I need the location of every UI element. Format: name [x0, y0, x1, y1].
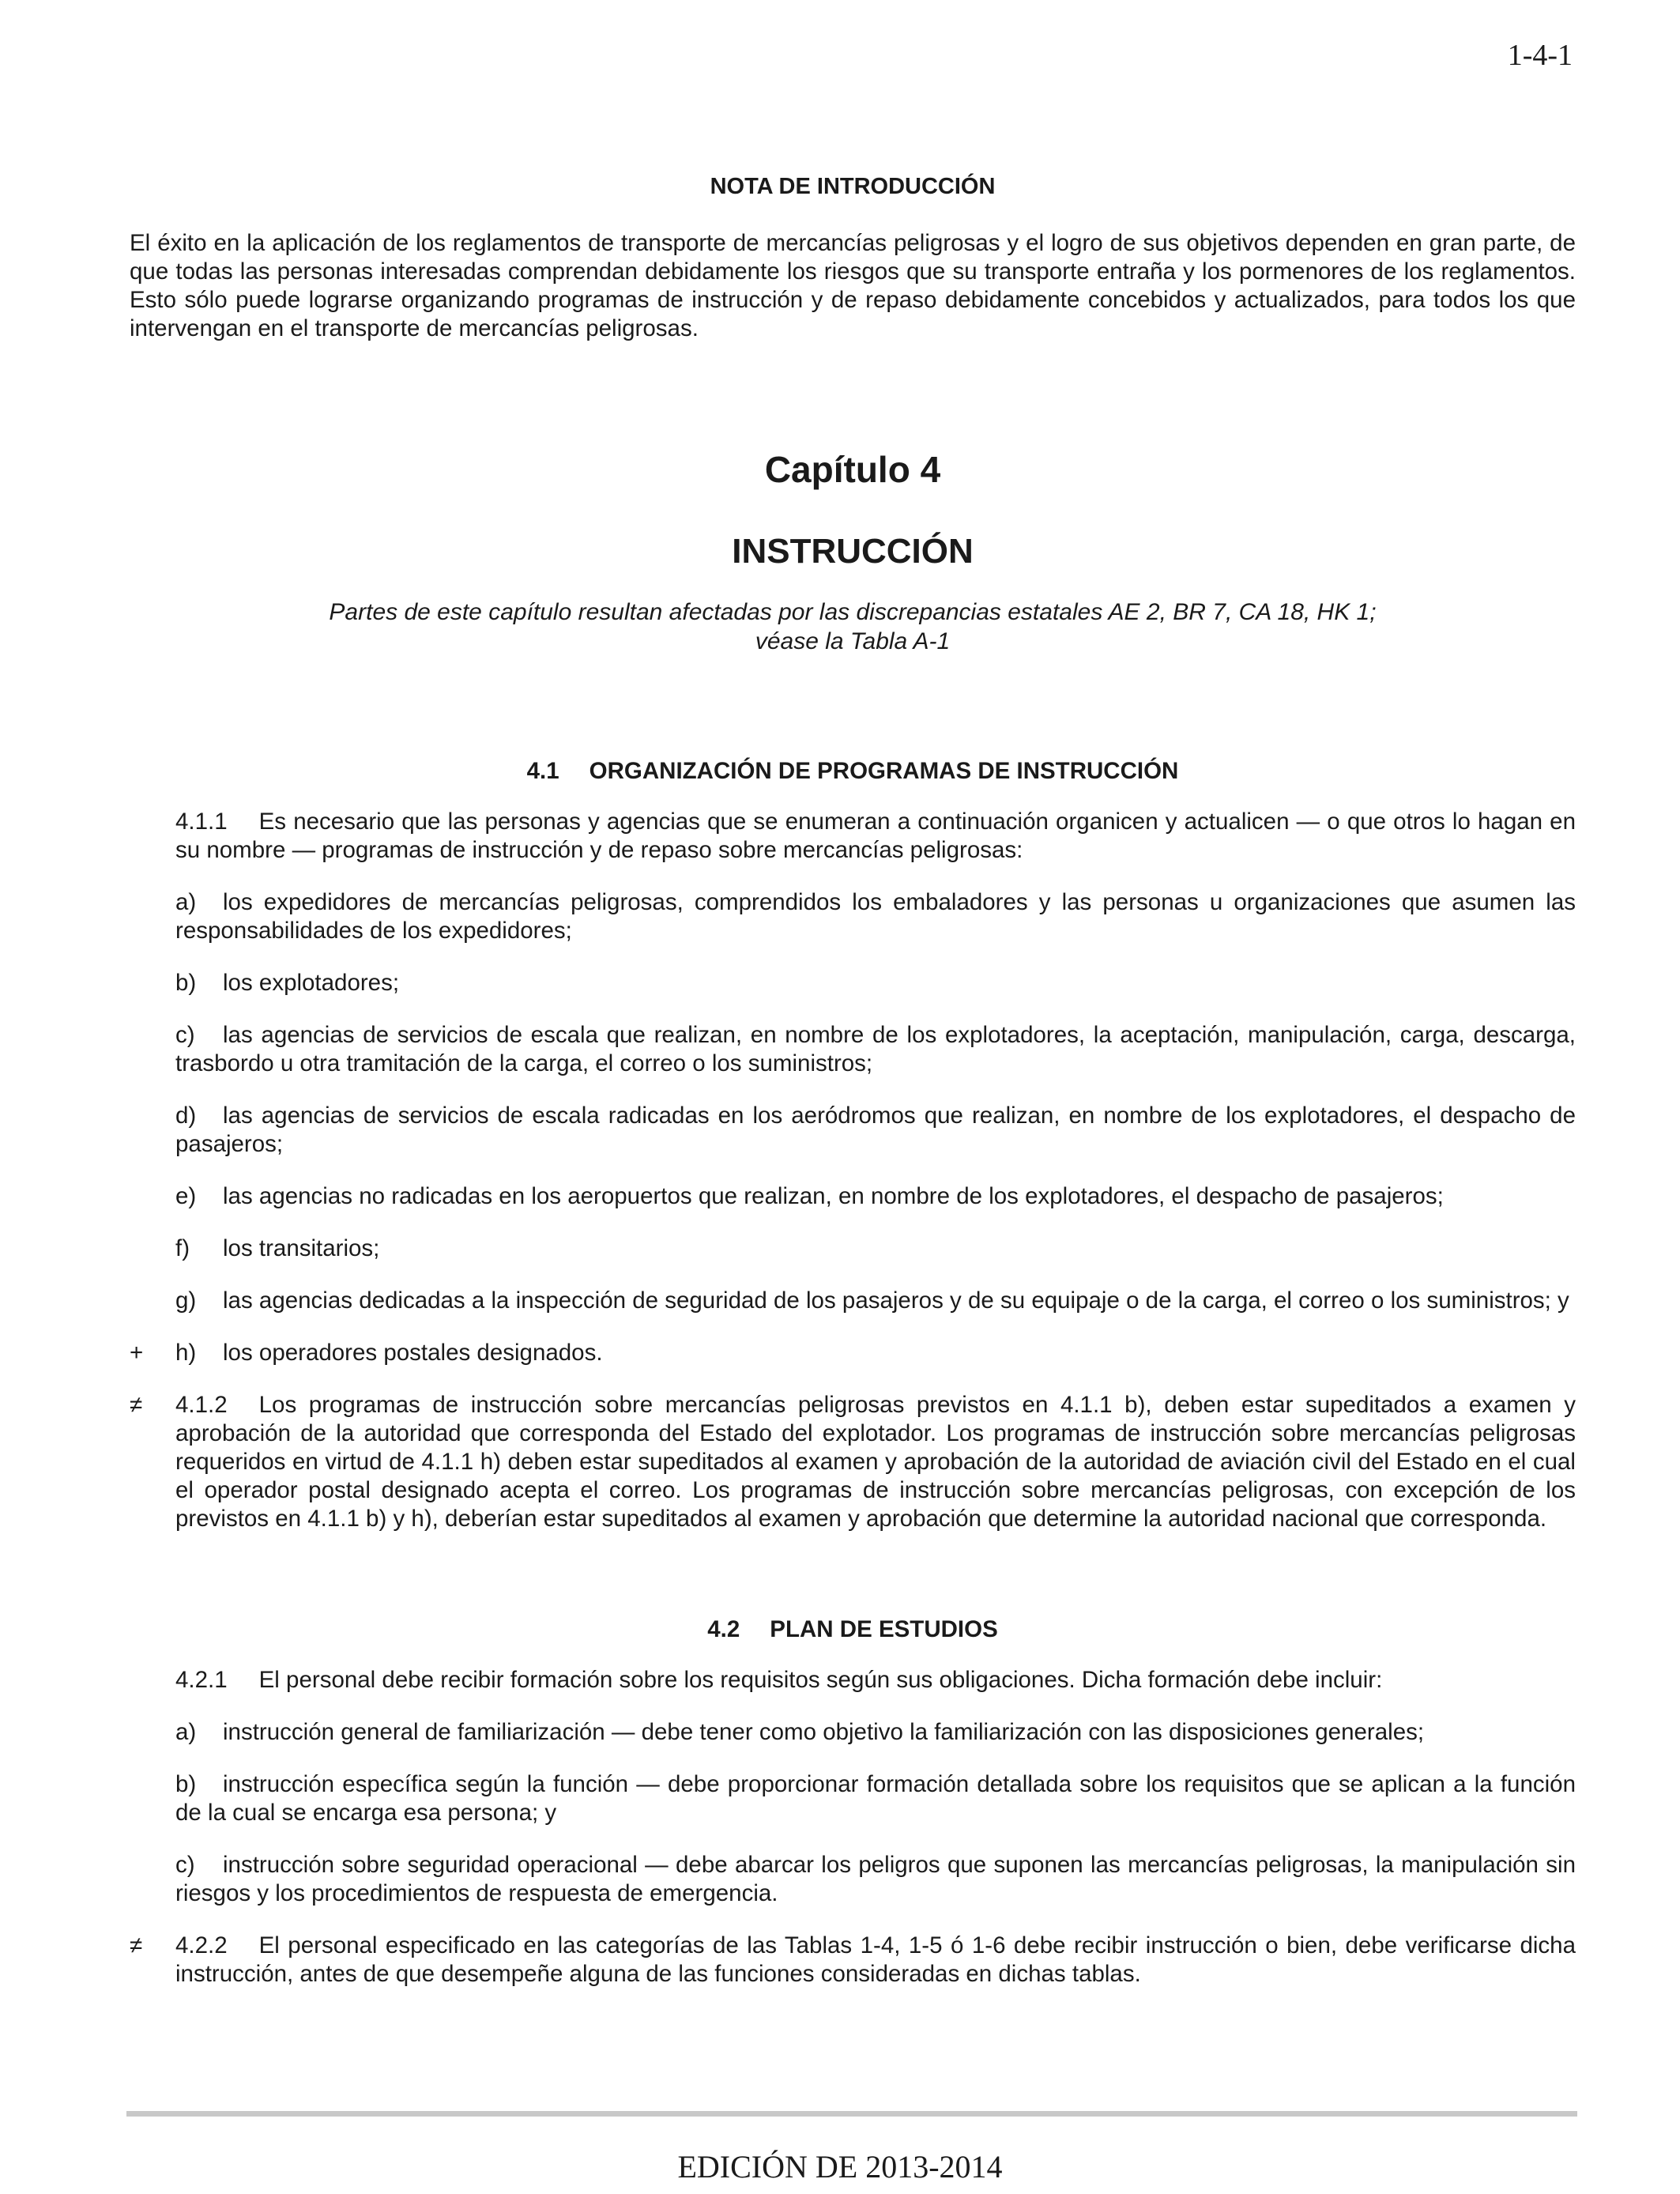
footer-rule	[126, 2111, 1577, 2117]
item-text: las agencias de servicios de escala radicadas en los aeródromos que realizan, en nombre de los explotadores, el despacho de pasajeros;	[175, 1103, 1576, 1157]
edition-footer: EDICIÓN DE 2013-2014	[677, 2149, 1003, 2185]
item-label: c)	[175, 1852, 195, 1878]
item-label: b)	[175, 1771, 197, 1797]
paragraph-number: 4.2.2	[175, 1932, 228, 1958]
paragraph-text: El personal especificado en las categorías de las Tablas 1-4, 1-5 ó 1-6 debe recibir instrucción o bien, debe verificarse dicha instrucción, antes de que desempeñe alguna de las funciones consideradas en dichas tablas.	[175, 1932, 1576, 1987]
chapter-label: Capítulo 4	[764, 449, 941, 490]
item-text: instrucción general de familiarización — debe tener como objetivo la familiarización con las disposiciones generales;	[223, 1719, 1425, 1745]
item-text: las agencias de servicios de escala que realizan, en nombre de los explotadores, la aceptación, manipulación, carga, descarga, trasbordo u otra tramitación de la carga, el correo o los suministros;	[175, 1022, 1576, 1076]
list-item-4-1-d	[130, 1102, 1576, 1159]
list-item-4-1-f	[130, 1235, 1576, 1263]
list-item-4-2-c	[130, 1851, 1576, 1908]
list-item-4-2-b	[130, 1770, 1576, 1827]
page-content	[130, 172, 1576, 2012]
item-label: h)	[175, 1340, 197, 1366]
item-label: b)	[175, 970, 197, 996]
chapter-title: INSTRUCCIÓN	[732, 532, 974, 571]
item-label: a)	[175, 1719, 197, 1745]
discrepancy-mark: ≠	[130, 1392, 143, 1418]
item-text: los operadores postales designados.	[223, 1340, 603, 1366]
section-4-2-heading	[130, 1615, 1576, 1644]
paragraph-4-2-1	[130, 1666, 1576, 1695]
item-text: los transitarios;	[223, 1235, 380, 1261]
paragraph-4-1-1	[130, 808, 1576, 865]
section-title: PLAN DE ESTUDIOS	[770, 1616, 998, 1642]
paragraph-4-2-2	[130, 1932, 1576, 1989]
discrepancy-note	[130, 598, 1576, 656]
intro-text: El éxito en la aplicación de los reglamentos de transporte de mercancías peligrosas y el logro de sus objetivos dependen en gran parte, de que todas las personas interesadas comprendan debidamente los riesgos que su transporte entraña y los pormenores de los reglamentos. Esto sólo puede lograrse organizando programas de instrucción y de repaso debidamente concebidos y actualizados, para todos los que intervengan en el transporte de mercancías peligrosas.	[130, 230, 1576, 341]
section-number: 4.2	[707, 1616, 740, 1642]
discrepancy-line-1: Partes de este capítulo resultan afectadas por las discrepancias estatales AE 2, BR 7, CA 18, HK 1;	[329, 599, 1377, 625]
list-item-4-1-a	[130, 888, 1576, 945]
page-number: 1-4-1	[1507, 39, 1573, 72]
paragraph-4-1-2	[130, 1391, 1576, 1533]
section-title: ORGANIZACIÓN DE PROGRAMAS DE INSTRUCCIÓN	[589, 758, 1179, 784]
intro-title: NOTA DE INTRODUCCIÓN	[710, 174, 996, 199]
amendment-mark: +	[130, 1340, 144, 1366]
discrepancy-line-2: véase la Tabla A-1	[755, 628, 951, 654]
item-label: d)	[175, 1103, 197, 1129]
list-item-4-1-e	[130, 1182, 1576, 1211]
list-item-4-1-c	[130, 1021, 1576, 1078]
item-label: f)	[175, 1235, 190, 1261]
item-label: c)	[175, 1022, 195, 1048]
item-text: instrucción sobre seguridad operacional — debe abarcar los peligros que suponen las mercancías peligrosas, la manipulación sin riesgos y los procedimientos de respuesta de emergencia.	[175, 1852, 1576, 1906]
paragraph-text: Los programas de instrucción sobre mercancías peligrosas previstos en 4.1.1 b), deben estar supeditados a examen y aprobación de la autoridad que corresponda del Estado del explotador. Los programas de instrucción sobre mercancías peligrosas requeridos en virtud de 4.1.1 h) deben estar supeditados al examen y aprobación de la autoridad de aviación civil del Estado en el cual el operador postal designado acepta el correo. Los programas de instrucción sobre mercancías peligrosas, con excepción de los previstos en 4.1.1 b) y h), deberían estar supeditados al examen y aprobación que determine la autoridad nacional que corresponda.	[175, 1392, 1576, 1532]
item-text: los explotadores;	[223, 970, 400, 996]
list-item-4-1-h	[130, 1339, 1576, 1367]
section-4-1-heading	[130, 757, 1576, 786]
item-text: las agencias no radicadas en los aeropuertos que realizan, en nombre de los explotadores, el despacho de pasajeros;	[223, 1183, 1444, 1209]
item-label: g)	[175, 1287, 197, 1314]
list-item-4-1-b	[130, 969, 1576, 997]
paragraph-number: 4.1.1	[175, 809, 228, 835]
item-text: instrucción específica según la función — debe proporcionar formación detallada sobre los requisitos que se aplican a la función de la cual se encarga esa persona; y	[175, 1771, 1576, 1826]
paragraph-text: Es necesario que las personas y agencias que se enumeran a continuación organicen y actualicen — o que otros lo hagan en su nombre — programas de instrucción y de repaso sobre mercancías peligrosas:	[175, 809, 1576, 863]
section-number: 4.1	[526, 758, 559, 784]
item-label: e)	[175, 1183, 197, 1209]
list-item-4-1-g	[130, 1287, 1576, 1315]
paragraph-text: El personal debe recibir formación sobre los requisitos según sus obligaciones. Dicha formación debe incluir:	[258, 1667, 1383, 1693]
item-text: las agencias dedicadas a la inspección de seguridad de los pasajeros y de su equipaje o de la carga, el correo o los suministros; y	[223, 1287, 1569, 1314]
list-item-4-2-a	[130, 1718, 1576, 1747]
paragraph-number: 4.2.1	[175, 1667, 228, 1693]
item-text: los expedidores de mercancías peligrosas, comprendidos los embaladores y las personas u organizaciones que asumen las responsabilidades de los expedidores;	[175, 889, 1576, 944]
discrepancy-mark: ≠	[130, 1932, 143, 1958]
paragraph-number: 4.1.2	[175, 1392, 228, 1418]
item-label: a)	[175, 889, 197, 915]
